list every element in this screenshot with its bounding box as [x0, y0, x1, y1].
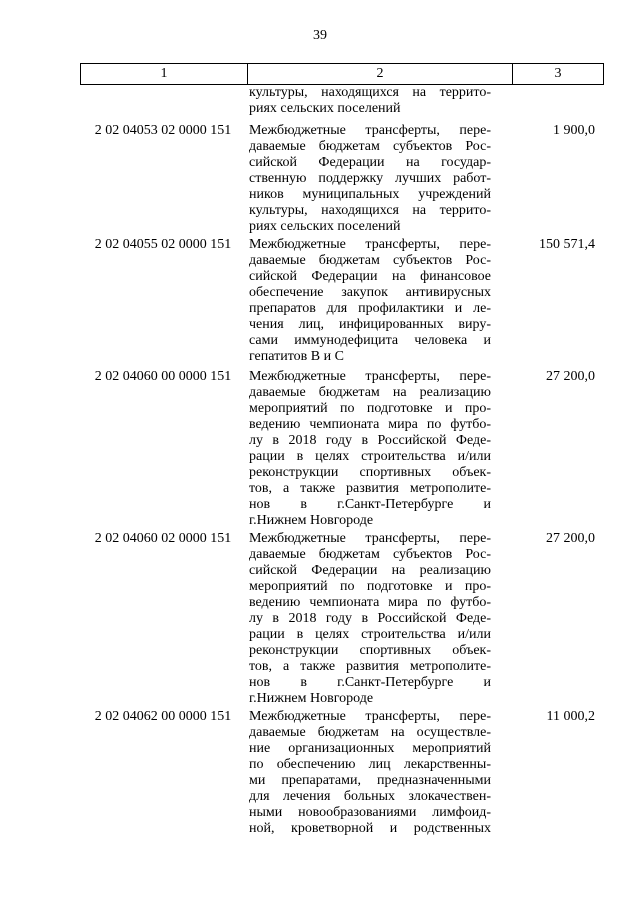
- description-line: по обеспечению лиц лекарственны-: [249, 757, 491, 772]
- description-line: культуры, находящихся на террито-: [249, 85, 491, 100]
- budget-code: 2 02 04053 02 0000 151: [94, 123, 232, 138]
- description-line: тов, а также развития метрополите-: [249, 659, 491, 674]
- column-header-table: [80, 63, 604, 85]
- description-line: рации в целях строительства и/или: [249, 627, 491, 642]
- page-number: 39: [313, 28, 327, 43]
- column-header-row: [81, 64, 604, 85]
- budget-code: 2 02 04060 00 0000 151: [94, 369, 232, 384]
- description-line: ведению чемпионата мира по футбо-: [249, 595, 491, 610]
- amount-value: 1 900,0: [553, 123, 595, 138]
- row-description: [249, 531, 491, 707]
- description-line: Межбюджетные трансферты, пере-: [249, 709, 491, 724]
- budget-code: 2 02 04062 00 0000 151: [94, 709, 232, 724]
- amount-value: 11 000,2: [546, 709, 595, 724]
- description-line: обеспечение закупок антивирусных: [249, 285, 491, 300]
- description-line: ведению чемпионата мира по футбо-: [249, 417, 491, 432]
- description-line: риях сельских поселений: [249, 101, 401, 116]
- row-description: [249, 237, 491, 365]
- description-line: мероприятий по подготовке и про-: [249, 579, 491, 594]
- column-header-2: 2: [248, 64, 513, 85]
- description-line: гепатитов В и С: [249, 349, 344, 364]
- description-line: чения лиц, инфицированных виру-: [249, 317, 491, 332]
- row-description: [249, 369, 491, 529]
- description-line: препаратов для профилактики и ле-: [249, 301, 491, 316]
- description-line: рации в целях строительства и/или: [249, 449, 491, 464]
- row-description: [249, 123, 491, 235]
- description-line: даваемые бюджетам субъектов Рос-: [249, 253, 491, 268]
- description-line: нов в г.Санкт-Петербурге и: [249, 497, 491, 512]
- description-line: ной, кроветворной и родственных: [249, 821, 491, 836]
- description-line: реконструкции спортивных объек-: [249, 643, 491, 658]
- description-line: лу в 2018 году в Российской Феде-: [249, 611, 491, 626]
- description-line: ми препаратами, предназначенными: [249, 773, 491, 788]
- row-description: [249, 709, 491, 837]
- description-line: для лечения больных злокачествен-: [249, 789, 491, 804]
- continuation-description: [249, 85, 491, 117]
- description-line: Межбюджетные трансферты, пере-: [249, 123, 491, 138]
- description-line: сийской Федерации на финансовое: [249, 269, 491, 284]
- budget-code: 2 02 04055 02 0000 151: [94, 237, 232, 252]
- description-line: Межбюджетные трансферты, пере-: [249, 369, 491, 384]
- description-line: Межбюджетные трансферты, пере-: [249, 531, 491, 546]
- description-line: даваемые бюджетам на осуществле-: [249, 725, 491, 740]
- budget-code: 2 02 04060 02 0000 151: [94, 531, 232, 546]
- description-line: сийской Федерации на реализацию: [249, 563, 491, 578]
- description-line: риях сельских поселений: [249, 219, 401, 234]
- amount-value: 27 200,0: [546, 531, 595, 546]
- description-line: ными новообразованиями лимфоид-: [249, 805, 491, 820]
- description-line: лу в 2018 году в Российской Феде-: [249, 433, 491, 448]
- description-line: Межбюджетные трансферты, пере-: [249, 237, 491, 252]
- description-line: г.Нижнем Новгороде: [249, 513, 374, 528]
- description-line: сийской Федерации на государ-: [249, 155, 491, 170]
- description-line: ников муниципальных учреждений: [249, 187, 491, 202]
- description-line: г.Нижнем Новгороде: [249, 691, 374, 706]
- description-line: ственную поддержку лучших работ-: [249, 171, 491, 186]
- description-line: нов в г.Санкт-Петербурге и: [249, 675, 491, 690]
- description-line: ние организационных мероприятий: [249, 741, 491, 756]
- description-line: культуры, находящихся на террито-: [249, 203, 491, 218]
- description-line: даваемые бюджетам субъектов Рос-: [249, 547, 491, 562]
- column-header-3: 3: [513, 64, 604, 85]
- description-line: даваемые бюджетам на реализацию: [249, 385, 491, 400]
- description-line: мероприятий по подготовке и про-: [249, 401, 491, 416]
- column-header-1: 1: [81, 64, 248, 85]
- amount-value: 27 200,0: [546, 369, 595, 384]
- description-line: тов, а также развития метрополите-: [249, 481, 491, 496]
- description-line: реконструкции спортивных объек-: [249, 465, 491, 480]
- description-line: сами иммунодефицита человека и: [249, 333, 491, 348]
- description-line: даваемые бюджетам субъектов Рос-: [249, 139, 491, 154]
- amount-value: 150 571,4: [539, 237, 595, 252]
